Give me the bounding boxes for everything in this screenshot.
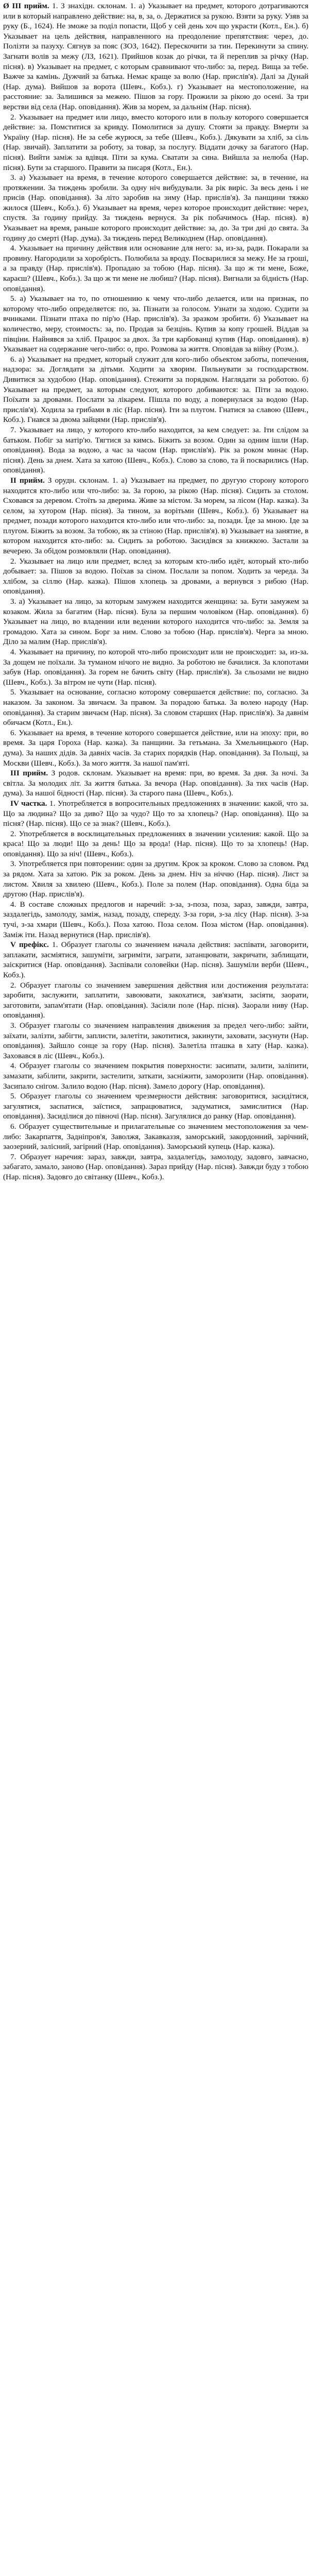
entry-paragraph — [3, 799, 308, 829]
entry-paragraph — [3, 1, 308, 112]
entry-text: 3. а) Указывает на время, в течение которого совершается действие: за, в течение, на протяжении. За тиждень зробили. За одну ніч вибудували. За рік виріс. За весь день і не присів (Нар. оповідання). За літо заробив на зиму (Нар. прислів'я). За панщини тяжко жилося (Шевч., Кобз.). б) Указывает на время, через которое происходит действие: через, спустя. За годину прийду. За тиждень вернуся. За рік побачимось (Нар. пісня). в) Указывает на время, раньше которого происходит действие: за, до. За три дні до свята. За годину до смерті (Нар. дума). За тиждень перед Великоднем (Нар. оповідання). — [3, 173, 308, 243]
entry-paragraph — [3, 1152, 308, 1182]
entry-lead: IV частка. — [10, 799, 47, 808]
entry-text: 4. Указывает на причину действия или основание для него: за, из-за, ради. Покарали за провину. Нагородили за хоробрість. Полюбила за вроду. Посварилися за межу. Не за гроші, а за правду (Нар. прислів'я). Пропадаю за тобою (Нар. пісня). За що ж ти мене, Боже, караєш? (Шевч., Кобз.). За що ж ти мене не любиш? (Нар. пісня). Вигнали за бідність (Нар. оповідання). — [3, 244, 308, 293]
entry-text: 5. Указывает на основание, согласно которому совершается действие: по, согласно. За наказом. За законом. За звичаєм. За правом. За порадою батька. За волею народу (Нар. оповідання). За старим звичаєм (Нар. пісня). За словом старших (Нар. прислів'я). За давнім обичаєм (Котл., Ен.). — [3, 688, 308, 727]
entry-text: 2. Употребляется в восклицательных предложениях в значении усиления: какой. Що за краса! Що за люди! Що за день! Що за врода! (Нар. пісня). Що то за хлопець! (Нар. оповідання). Що за ніч! (Шевч., Кобз.). — [3, 829, 308, 858]
entry-paragraph — [3, 728, 308, 768]
entry-text: 6. Образует существительные и прилагательные со значением местоположения за чем-либо: Закарпаття, Задніпров'я, Заволжя, Закавказзя, заморський, закордонний, зарічний, заозерний, залісний, загірний (Нар. оповідання). Заморський купець (Нар. казка). — [3, 1122, 308, 1151]
entry-paragraph — [3, 940, 308, 980]
entry-text: 1. Употребляется в вопросительных предложениях в значении: какой, что за. Що за людина? Що за диво? Що за чудо? Що то за хлопець? (Нар. оповідання). Що за пісня? (Нар. пісня). Що се за знак? (Шевч., Кобз.). — [3, 799, 308, 828]
entry-text: 3. Употребляется при повторении: один за другим. Крок за кроком. Слово за словом. Ряд за рядом. Хата за хатою. Рік за роком. День за днем. Ніч за ніччю (Нар. пісня). Лист за листом. Хвиля за хвилею (Шевч., Кобз.). Поле за полем (Нар. оповідання). Одна біда за другою (Нар. прислів'я). — [3, 859, 308, 899]
entry-paragraph — [3, 768, 308, 799]
entry-paragraph — [3, 425, 308, 476]
entry-text: 1. Образует глаголы со значением начала действия: заспівати, заговорити, заплакати, засміятися, зашуміти, загриміти, заграти, затанцювати, закричати, заблищати, заіскритися (Нар. оповідання). Заспівали соловейки (Нар. пісня). Зашуміли верби (Шевч., Кобз.). — [3, 940, 308, 979]
entry-text: 5. Образует глаголы со значением чрезмерности действия: заговоритися, засидітися, загулятися, заспатися, заїстися, запрацюватися, задуматися, замислитися (Нар. оповідання). Засиділися до півночі (Нар. пісня). Загулялися до ранку (Нар. оповідання). — [3, 1092, 308, 1121]
entry-text: 7. Образует наречия: зараз, завжди, завтра, заздалегідь, замолоду, задовго, завчасно, забагато, замало, заново (Нар. оповідання). Зараз прийду (Нар. пісня). Завжди буду з тобою (Нар. пісня). Задовго до світанку (Шевч., Кобз.). — [3, 1152, 308, 1181]
entry-text: 5. а) Указывает на то, по отношению к чему что-либо делается, или на признак, по которому что-либо определяется: по, за. Пізнати за голосом. Узнати за ходою. Судити за вчинками. Пізнати птаха по пір'ю (Нар. прислів'я). За зразком зробити. б) Указывает на количество, меру, стоимость: за, по. Продав за безцінь. Купив за копу грошей. Віддав за півціни. Найнявся за хліб. Працює за двох. За три карбованці купив (Нар. оповідання). в) Указывает на содержание чего-либо: о, про. Розмова за життя. Оповідав за війну (Розм.). — [3, 294, 308, 354]
entry-paragraph — [3, 1061, 308, 1091]
entry-text: 2. Указывает на предмет или лицо, вместо которого или в пользу которого совершается действие: за. Помститися за кривду. Помолитися за душу. Стояти за правду. Вмерти за Україну (Нар. пісня). Не за себе журюся, за тебе (Шевч., Кобз.). Дякувати за хліб, за сіль (Нар. звичай). Заплатити за роботу, за товар, за послугу. Віддати дочку за багатого (Нар. пісня). Вийти заміж за вдівця. Піти за кума. Сватати за сина. Вийшла за нелюба (Нар. пісня). Бути за старшого. Правити за писаря (Котл., Ен.). — [3, 112, 308, 172]
entry-text: 6. а) Указывает на предмет, который служит для кого-либо объектом заботы, попечения, надзора: за. Доглядати за дітьми. Ходити за хворим. Пильнувати за господарством. Дивитися за худобою (Нар. оповідання). Стежити за порядком. Наглядати за роботою. б) Указывает на предмет, за которым следуют, которого добиваются: за. Піти за водою. Поїхати за дровами. Послати за лікарем. Пішла по воду, а повернулася за водою (Нар. прислів'я). Ходила за грибами в ліс (Нар. пісня). Іти за плугом. Гнатися за славою (Шевч., Кобз.). Гнався за двома зайцями (Нар. прислів'я). — [3, 354, 308, 425]
entry-text: 2. Образует глаголы со значением завершения действия или достижения результата: заробити, заслужити, заплатити, завоювати, закохатися, зав'язати, засіяти, заорати, заготовити, запам'ятати (Нар. оповідання). Засіяли поле (Нар. пісня). Заорали ниву (Нар. оповідання). — [3, 980, 308, 1020]
entry-text: 7. Указывает на лицо, у которого кто-либо находится, за кем следует: за. Іти слідом за батьком. Побіг за матір'ю. Тягтися за кимсь. Біжить за возом. Один за одним ішли (Нар. оповідання). Вода за водою, а час за часом (Нар. прислів'я). Рік за роком минає (Нар. пісня). День за днем. Хата за хатою (Шевч., Кобз.). Слово за слово, та й посварились (Нар. оповідання). — [3, 425, 308, 475]
entry-paragraph — [3, 1091, 308, 1122]
entry-text: 1. З знахідн. склонам. 1. а) Указывает на предмет, которого дотрагиваются или в который направлено действие: на, в, за, о. Держатися за рукою. Взяти за руку. Узяв за руку (Б., 1624). Не зможе за поділ попасти, Щоб у сей день хоч що украсти (Котл., Ен.). б) Указывает на цель действия, направленного на преодоление препятствия: через, до. Полізти за пазуху. Сягнув за пояс (ЗОЗ, 1642). Перескочити за тин. Перекинути за спину. Загнати волів за межу (ЛЗ, 1621). Прийшов козак до річки, та й переплив за річку (Нар. пісня). в) Указывает на предмет, с которым сравнивают что-либо: за, перед. Вища за тебе. Важче за камінь. Дужчий за батька. Немає краще за волю (Нар. прислів'я). Далі за Дунай (Нар. дума). Вийшов за ворота (Шевч., Кобз.). г) Указывает на местоположение, на расстояние: за. Залишився за межею. Пішов за гору. Прожили за рікою до осені. За три верстви від села (Нар. оповідання). Жив за морем, за дальнім (Нар. пісня). — [3, 2, 308, 111]
entry-paragraph — [3, 829, 308, 859]
entry-paragraph — [3, 859, 308, 899]
entry-paragraph — [3, 112, 308, 173]
entry-lead: Ø III прийм. — [3, 2, 49, 10]
entry-lead: V префікс. — [10, 940, 49, 950]
entry-text: 3. Образует глаголы со значением направления движения за предел чего-либо: зайти, заїхати, залізти, забігти, заплисти, залетіти, закотитися, закинути, заховати, засунути (Нар. оповідання). Зайшло сонце за гору (Нар. пісня). Залетіла пташка в хату (Нар. казка). Заховався в ліс (Шевч., Кобз.). — [3, 1021, 308, 1060]
entry-text: З орудн. склонам. 1. а) Указывает на предмет, по другую сторону которого находится кто-либо или что-либо: за. За горою, за рікою (Нар. пісня). Сидить за столом. Сховався за деревом. Стоїть за дверима. Живе за містом. За морем, за лісом (Нар. казка). За селом, за хутором (Нар. пісня). За тином, за ворітьми (Шевч., Кобз.). б) Указывает на предмет, позади которого находится кто-либо или что-либо: за, позади. Їде за мною. Іде за плугом. Біжить за возом. За тобою, як за стіною (Нар. прислів'я). в) Указывает на занятие, в котором находится кто-либо: за. Сидить за роботою. Засидівся за книжкою. Застали за вечерею. За обідом розмовляли (Нар. оповідання). — [3, 476, 308, 556]
entry-paragraph — [3, 1122, 308, 1152]
entry-paragraph — [3, 476, 308, 556]
entry-paragraph — [3, 354, 308, 425]
entry-paragraph — [3, 173, 308, 243]
dictionary-entry — [0, 0, 311, 1182]
entry-text: 2. Указывает на лицо или предмет, вслед за которым кто-либо идёт, который кто-либо добывает: за. Пішов за водою. Поїхав за сіном. Послали за попом. Ходить за череда. За хлібом, за сіллю (Нар. казка). Пішов хлопець за дровами, а вернувся з рибою (Нар. оповідання). — [3, 556, 308, 596]
entry-text: 4. В составе сложных предлогов и наречий: з-за, з-поза, поза, зараз, завжди, завтра, заздалегідь, замолоду, заміж, назад, позаду, спереду. З-за гори, з-за лісу (Нар. пісня). З-за тучі, з-за хмари (Шевч., Кобз.). Поза хатою. Поза селом. Поза містом (Нар. оповідання). Заміж іти. Назад вернутися (Нар. прислів'я). — [3, 900, 308, 939]
entry-text: 6. Указывает на время, в течение которого совершается действие, или на эпоху: при, во время. За царя Гороха (Нар. казка). За панщини. За гетьмана. За Хмельницького (Нар. дума). За наших дідів. За давніх часів. За старих порядків (Нар. оповідання). За Польщі, за Москви (Шевч., Кобз.). За мого життя. За нашої пам'яті. — [3, 728, 308, 768]
entry-text: 3. а) Указывает на лицо, за которым замужем находится женщина: за. Бути замужем за козаком. Жила за багатим (Нар. пісня). Була за першим чоловіком (Нар. оповідання). б) Указывает на лицо, во владении или ведении которого находится что-либо: за. Земля за громадою. Хата за сином. Борг за ним. Слово за тобою (Нар. прислів'я). Черга за мною. Діло за малим (Нар. прислів'я). — [3, 597, 308, 647]
entry-lead: III прийм. — [10, 769, 48, 778]
entry-paragraph — [3, 1021, 308, 1061]
entry-paragraph — [3, 597, 308, 647]
entry-text: З родов. склонам. Указывает на время: при, во время. За дня. За ночі. За світла. За молодих літ. За життя батька. За вечора (Нар. оповідання). За тих часів (Нар. дума). За нашої бідності (Нар. пісня). За старого пана (Шевч., Кобз.). — [3, 769, 309, 798]
entry-paragraph — [3, 647, 308, 687]
entry-paragraph — [3, 294, 308, 354]
entry-text: 4. Образует глаголы со значением покрытия поверхности: засипати, залити, заліпити, замазати, забілити, закрити, застелити, заткати, засніжити, заморозити (Нар. оповідання). Засипало снігом. Залило водою (Нар. пісня). Замело дорогу (Нар. оповідання). — [3, 1061, 308, 1091]
entry-paragraph — [3, 980, 308, 1021]
entry-text: 4. Указывает на причину, по которой что-либо происходит или не происходит: за, из-за. За дощем не поїхали. За туманом нічого не видно. За роботою не бачилися. За клопотами забув (Нар. оповідання). За горем не бачить світу (Нар. прислів'я). За сльозами не видно (Шевч., Кобз.). За вітром не чути (Нар. пісня). — [3, 648, 308, 687]
entry-lead: II прийм. — [10, 476, 45, 485]
entry-paragraph — [3, 556, 308, 597]
entry-paragraph — [3, 900, 308, 940]
entry-paragraph — [3, 687, 308, 727]
entry-paragraph — [3, 243, 308, 294]
